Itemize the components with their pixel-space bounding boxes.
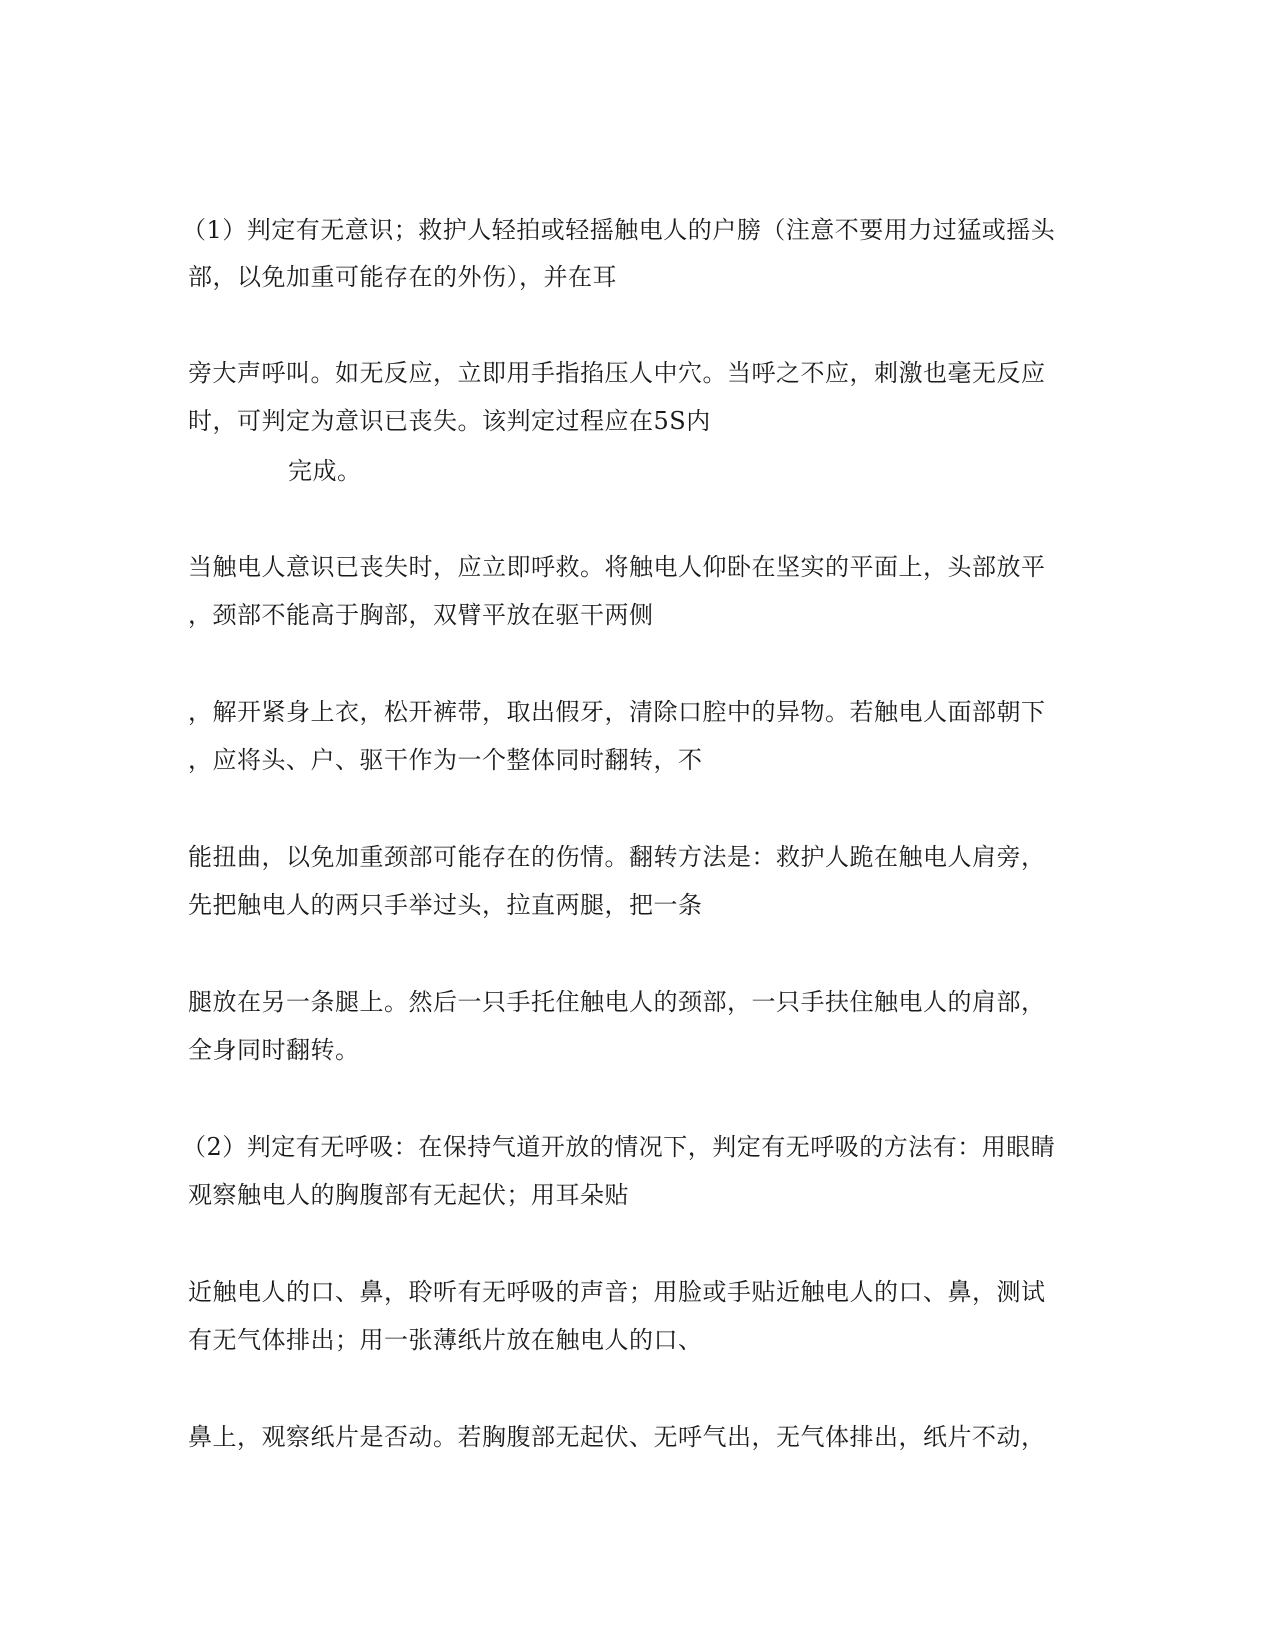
text-line: （2）判定有无呼吸：在保持气道开放的情况下，判定有无呼吸的方法有：用眼睛 [182, 1133, 1056, 1161]
text-line: 完成。 [288, 457, 362, 485]
text-line: 旁大声呼叫。如无反应，立即用手指掐压人中穴。当呼之不应，刺激也毫无反应 [188, 359, 1046, 387]
text-line: ，解开紧身上衣，松开裤带，取出假牙，清除口腔中的异物。若触电人面部朝下 [188, 698, 1046, 726]
text-line: 能扭曲，以免加重颈部可能存在的伤情。翻转方法是：救护人跪在触电人肩旁， [188, 843, 1046, 871]
text-line: 当触电人意识已丧失时，应立即呼救。将触电人仰卧在坚实的平面上，头部放平 [188, 553, 1046, 581]
text-line: 鼻上，观察纸片是否动。若胸腹部无起伏、无呼气出，无气体排出，纸片不动， [188, 1423, 1046, 1451]
text-line: 时，可判定为意识已丧失。该判定过程应在5S内 [188, 407, 711, 435]
text-line: ，应将头、户、驱干作为一个整体同时翻转，不 [188, 746, 703, 774]
text-line: ，颈部不能高于胸部，双臂平放在驱干两侧 [188, 601, 654, 629]
text-line: 观察触电人的胸腹部有无起伏；用耳朵贴 [188, 1181, 629, 1209]
text-line: （1）判定有无意识；救护人轻拍或轻摇触电人的户膀（注意不要用力过猛或摇头 [182, 216, 1056, 244]
text-line: 部，以免加重可能存在的外伤），并在耳 [188, 263, 617, 291]
text-line: 腿放在另一条腿上。然后一只手托住触电人的颈部，一只手扶住触电人的肩部， [188, 988, 1046, 1016]
text-line: 近触电人的口、鼻，聆听有无呼吸的声音；用脸或手贴近触电人的口、鼻，测试 [188, 1278, 1046, 1306]
text-line: 全身同时翻转。 [188, 1036, 360, 1064]
text-line: 有无气体排出；用一张薄纸片放在触电人的口、 [188, 1326, 703, 1354]
text-line: 先把触电人的两只手举过头，拉直两腿，把一条 [188, 891, 703, 919]
